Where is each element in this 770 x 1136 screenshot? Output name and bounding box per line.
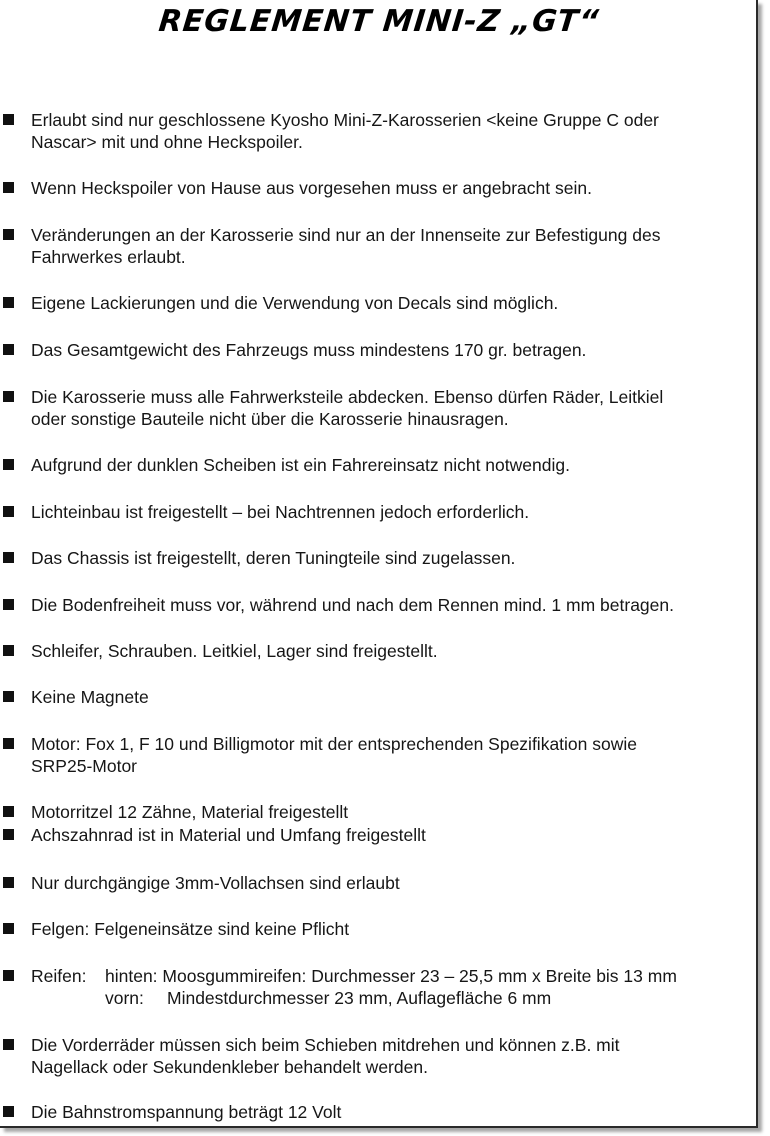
bullet-square-icon [3, 877, 14, 888]
rule-line: Das Chassis ist freigestellt, deren Tuningteile sind zugelassen. [31, 548, 516, 568]
bullet-square-icon [3, 229, 14, 240]
reifen-hinten-text: Moosgummireifen: Durchmesser 23 – 25,5 mm x Breite bis 13 mm [162, 966, 677, 986]
rule-text [31, 733, 753, 777]
rule-line: Motorritzel 12 Zähne, Material freigestellt [31, 802, 349, 822]
rule-text [31, 1034, 753, 1078]
rule-line: SRP25-Motor [31, 756, 138, 776]
bullet-square-icon [3, 970, 14, 981]
bullet-square-icon [3, 691, 14, 702]
bullet-square-icon [3, 391, 14, 402]
rule-text [31, 177, 753, 199]
bullet-square-icon [3, 297, 14, 308]
bullet-square-icon [3, 506, 14, 517]
bullet-square-icon [3, 459, 14, 470]
bullet-square-icon [3, 645, 14, 656]
rule-line: Keine Magnete [31, 687, 149, 707]
rule-line: Die Bahnstromspannung beträgt 12 Volt [31, 1102, 342, 1122]
rule-line: Erlaubt sind nur geschlossene Kyosho Mini-Z-Karosserien <keine Gruppe C oder [31, 110, 659, 130]
bullet-square-icon [3, 1039, 14, 1050]
bullet-square-icon [3, 599, 14, 610]
rule-text [31, 501, 753, 523]
rule-line: Felgen: Felgeneinsätze sind keine Pflicht [31, 919, 350, 939]
rule-line: Motor: Fox 1, F 10 und Billigmotor mit der entsprechenden Spezifikation sowie [31, 734, 637, 754]
rule-line: Nur durchgängige 3mm-Vollachsen sind erlaubt [31, 873, 400, 893]
rule-text [31, 686, 753, 708]
rule-line: Die Karosserie muss alle Fahrwerksteile abdecken. Ebenso dürfen Räder, Leitkiel [31, 387, 664, 407]
rule-line [31, 965, 753, 987]
rule-text [31, 918, 753, 940]
reifen-vorn-text: Mindestdurchmesser 23 mm, Auflagefläche 6 mm [167, 988, 552, 1008]
reifen-hinten-label: hinten: [105, 966, 158, 986]
rule-line: Achszahnrad ist in Material und Umfang freigestellt [31, 825, 426, 845]
rule-line: Die Bodenfreiheit muss vor, während und nach dem Rennen mind. 1 mm betragen. [31, 595, 674, 615]
rule-text [31, 594, 753, 616]
rule-text [31, 454, 753, 476]
rule-line [31, 987, 753, 1009]
rule-text [31, 824, 753, 846]
rule-text [31, 386, 753, 430]
rule-text [31, 872, 753, 894]
rule-line: oder sonstige Bauteile nicht über die Karosserie hinausragen. [31, 409, 509, 429]
rule-line: Eigene Lackierungen und die Verwendung von Decals sind möglich. [31, 293, 559, 313]
rule-line: Lichteinbau ist freigestellt – bei Nachtrennen jedoch erforderlich. [31, 502, 530, 522]
bullet-square-icon [3, 182, 14, 193]
rule-line: Wenn Heckspoiler von Hause aus vorgesehen muss er angebracht sein. [31, 178, 592, 198]
rule-text [31, 1101, 753, 1123]
bullet-square-icon [3, 114, 14, 125]
bullet-square-icon [3, 923, 14, 934]
reifen-vorn-label: vorn: [105, 988, 144, 1008]
rule-line: Nagellack oder Sekundenkleber behandelt werden. [31, 1057, 428, 1077]
rule-line: Das Gesamtgewicht des Fahrzeugs muss mindestens 170 gr. betragen. [31, 340, 587, 360]
rule-text [31, 109, 753, 153]
rule-line: Aufgrund der dunklen Scheiben ist ein Fahrereinsatz nicht notwendig. [31, 455, 570, 475]
bullet-square-icon [3, 806, 14, 817]
bullet-square-icon [3, 829, 14, 840]
rule-text [31, 339, 753, 361]
rule-line: Die Vorderräder müssen sich beim Schieben mitdrehen und können z.B. mit [31, 1035, 620, 1055]
rule-line: Nascar> mit und ohne Heckspoiler. [31, 132, 303, 152]
rule-line: Veränderungen an der Karosserie sind nur an der Innenseite zur Befestigung des [31, 225, 661, 245]
reifen-label: Reifen: [31, 966, 87, 986]
bullet-square-icon [3, 552, 14, 563]
rule-line: Schleifer, Schrauben. Leitkiel, Lager sind freigestellt. [31, 641, 438, 661]
bullet-square-icon [3, 1106, 14, 1117]
bullet-square-icon [3, 738, 14, 749]
rule-line: Fahrwerkes erlaubt. [31, 247, 186, 267]
rule-text [31, 547, 753, 569]
rule-text [31, 965, 753, 1009]
rule-text [31, 224, 753, 268]
rule-text [31, 640, 753, 662]
page-title: REGLEMENT MINI-Z „GT“ [156, 4, 601, 39]
bullet-square-icon [3, 344, 14, 355]
rule-text [31, 292, 753, 314]
rule-text [31, 801, 753, 823]
